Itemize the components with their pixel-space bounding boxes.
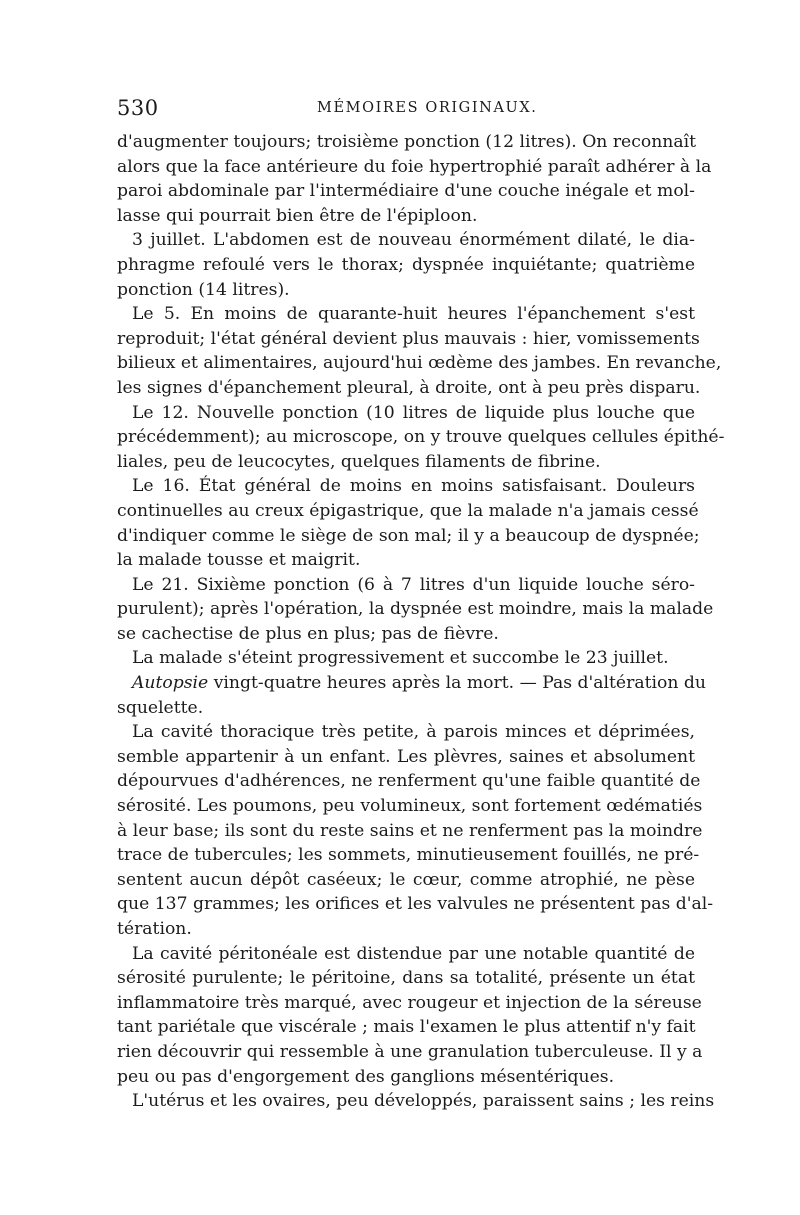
text-line: lasse qui pourrait bien être de l'épiploon. [117, 205, 478, 226]
text-line: sérosité. Les poumons, peu volumineux, sont fortement œdématiés [117, 796, 703, 817]
text-line: rien découvrir qui ressemble à une granulation tuberculeuse. Il y a [117, 1041, 703, 1062]
text-line: 3 juillet. L'abdomen est de nouveau énormément dilaté, le dia- [132, 230, 695, 251]
text-line: phragme refoulé vers le thorax; dyspnée inquiétante; quatrième [117, 254, 695, 275]
text-line: sérosité purulente; le péritoine, dans sa totalité, présente un état [117, 968, 695, 989]
text-line: purulent); après l'opération, la dyspnée est moindre, mais la malade [117, 599, 714, 620]
text-line: L'utérus et les ovaires, peu développés, paraissent sains ; les reins [132, 1091, 715, 1112]
running-title: MÉMOIRES ORIGINAUX. [317, 100, 538, 116]
text-line: Le 12. Nouvelle ponction (10 litres de liquide plus louche que [132, 402, 695, 423]
text-line: Le 5. En moins de quarante-huit heures l'épanchement s'est [132, 304, 695, 325]
text-line: d'augmenter toujours; troisième ponction (12 litres). On reconnaît [117, 132, 696, 152]
text-line: se cachectise de plus en plus; pas de fièvre. [117, 623, 499, 644]
page-header [117, 96, 695, 126]
autopsie-heading: Autopsie [132, 673, 209, 694]
text-line: d'indiquer comme le siège de son mal; il y a beaucoup de dyspnée; [117, 525, 700, 546]
text-line: continuelles au creux épigastrique, que la malade n'a jamais cessé [117, 500, 699, 521]
text-line: squelette. [117, 697, 204, 718]
text-line: paroi abdominale par l'intermédiaire d'une couche inégale et mol- [117, 181, 695, 202]
text-line: liales, peu de leucocytes, quelques filaments de fibrine. [117, 451, 601, 472]
text-line: ponction (14 litres). [117, 279, 290, 300]
text-line: les signes d'épanchement pleural, à droite, ont à peu près disparu. [117, 377, 701, 398]
text-line: alors que la face antérieure du foie hypertrophié paraît adhérer à la [117, 156, 712, 177]
text-line: inflammatoire très marqué, avec rougeur et injection de la séreuse [117, 992, 702, 1013]
text-line: dépourvues d'adhérences, ne renferment qu'une faible quantité de [117, 771, 701, 792]
text-line: sentent aucun dépôt caséeux; le cœur, comme atrophié, ne pèse [117, 869, 695, 890]
text-line: Le 16. État général de moins en moins satisfaisant. Douleurs [132, 476, 695, 497]
page-number: 530 [117, 96, 159, 120]
text-line: La cavité péritonéale est distendue par une notable quantité de [132, 943, 695, 964]
text-line [117, 671, 706, 696]
text-line: tant pariétale que viscérale ; mais l'examen le plus attentif n'y fait [117, 1017, 696, 1038]
text-line: La malade s'éteint progressivement et succombe le 23 juillet. [132, 648, 669, 669]
text-line: à leur base; ils sont du reste sains et ne renferment pas la moindre [117, 820, 703, 841]
text-line: la malade tousse et maigrit. [117, 550, 361, 571]
text-line: tération. [117, 919, 192, 939]
text-line: peu ou pas d'engorgement des ganglions mésentériques. [117, 1066, 615, 1087]
body-text [117, 130, 725, 1114]
text-line: La cavité thoracique très petite, à parois minces et déprimées, [132, 722, 695, 743]
text-line: Le 21. Sixième ponction (6 à 7 litres d'un liquide louche séro- [132, 574, 695, 595]
text-line: bilieux et alimentaires, aujourd'hui œdème des jambes. En revanche, [117, 353, 722, 374]
text-line: trace de tubercules; les sommets, minutieusement fouillés, ne pré- [117, 845, 700, 866]
text-line-rest: vingt-quatre heures après la mort. — Pas d'altération du [213, 673, 706, 694]
text-line: semble appartenir à un enfant. Les plèvres, saines et absolument [117, 746, 695, 767]
text-line: reproduit; l'état général devient plus mauvais : hier, vomissements [117, 328, 700, 349]
text-line: précédemment); au microscope, on y trouve quelques cellules épithé- [117, 427, 725, 448]
text-line: que 137 grammes; les orifices et les valvules ne présentent pas d'al- [117, 894, 714, 915]
